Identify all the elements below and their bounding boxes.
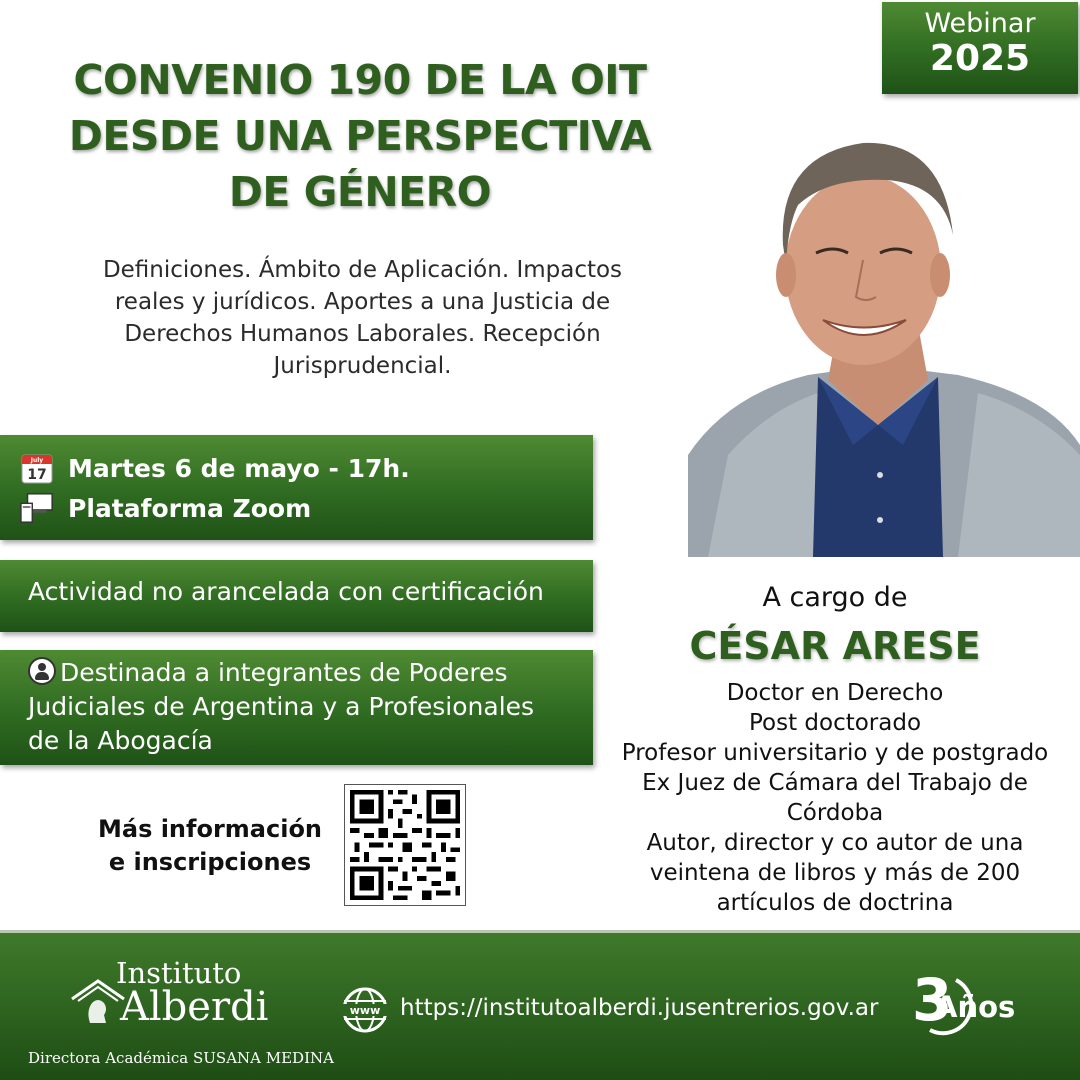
speaker-name: CÉSAR ARESE <box>689 624 981 668</box>
audience-text <box>28 656 578 758</box>
credential-line: Post doctorado <box>748 710 922 736</box>
topic-description <box>40 254 685 382</box>
more-info-line-2: e inscripciones <box>108 848 312 876</box>
subtitle-line-2: reales y jurídicos. Aportes a una Justicia de <box>114 289 611 315</box>
more-info-label <box>90 813 330 879</box>
anniversary-number: 3 <box>912 966 953 1034</box>
title-line-1: CONVENIO 190 DE LA OIT <box>73 56 647 104</box>
credential-line: Profesor universitario y de postgrado <box>621 740 1049 766</box>
event-date-row <box>20 451 410 485</box>
www-label: www <box>349 1004 381 1017</box>
audience-box <box>0 650 593 765</box>
calendar-day: 17 <box>27 467 47 483</box>
website-link[interactable]: https://institutoalberdi.jusentrerios.gov.ar <box>400 995 879 1021</box>
person-icon <box>28 657 56 685</box>
webinar-badge <box>882 2 1078 94</box>
badge-label: Webinar <box>924 8 1036 39</box>
credential-line: artículos de doctrina <box>716 890 954 916</box>
more-info-line-1: Más información <box>97 815 323 843</box>
calendar-icon <box>20 451 54 485</box>
title-line-3: DE GÉNERO <box>228 168 492 216</box>
logo-word-alberdi: Alberdi <box>120 984 269 1030</box>
speaker-credentials <box>605 678 1065 918</box>
fee-box <box>0 560 593 632</box>
logo-word-instituto: Instituto <box>116 956 242 990</box>
audience-line-1: Destinada a integrantes de Poderes <box>60 658 508 687</box>
computer-icon <box>20 491 54 525</box>
badge-year: 2025 <box>929 38 1031 79</box>
qr-code[interactable] <box>344 784 466 906</box>
credential-line: Córdoba <box>786 800 884 826</box>
fee-text: Actividad no arancelada con certificación <box>28 577 544 606</box>
credential-line: Autor, director y co autor de una <box>646 830 1024 856</box>
globe-icon <box>340 986 390 1038</box>
event-date-text: Martes 6 de mayo - 17h. <box>68 453 410 483</box>
audience-line-3: de la Abogacía <box>28 726 213 755</box>
subtitle-line-4: Jurisprudencial. <box>273 353 452 379</box>
credential-line: Doctor en Derecho <box>726 680 944 706</box>
speaker-photo <box>688 125 1080 557</box>
event-platform-text: Plataforma Zoom <box>68 493 312 523</box>
subtitle-line-1: Definiciones. Ámbito de Aplicación. Impactos <box>102 257 623 283</box>
subtitle-line-3: Derechos Humanos Laborales. Recepción <box>124 321 601 347</box>
event-details-box <box>0 435 593 540</box>
page-title <box>30 52 690 220</box>
credential-line: veintena de libros y más de 200 <box>649 860 1021 886</box>
event-platform-row <box>20 491 311 525</box>
credential-line: Ex Juez de Cámara del Trabajo de <box>642 770 1028 796</box>
audience-line-2: Judiciales de Argentina y a Profesionales <box>28 692 535 721</box>
anniversary-word: Años <box>935 990 1016 1024</box>
title-line-2: DESDE UNA PERSPECTIVA <box>68 112 652 160</box>
calendar-month: July <box>30 457 44 464</box>
speaker-intro: A cargo de <box>762 582 908 613</box>
academic-director: Directora Académica SUSANA MEDINA <box>28 1049 334 1067</box>
